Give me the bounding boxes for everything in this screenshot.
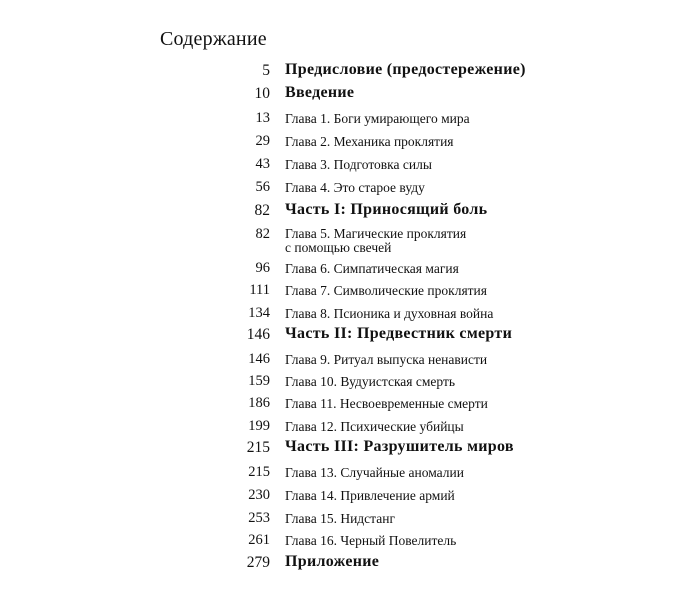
toc-chapter-title: Глава 7. Символические проклятия — [285, 283, 487, 298]
toc-chapter-row — [0, 108, 700, 128]
toc-chapter-row — [0, 303, 700, 323]
toc-section-title: Введение — [285, 84, 355, 101]
toc-section-row — [0, 62, 700, 82]
toc-page-number: 253 — [248, 510, 270, 526]
toc-section-title: Часть II: Предвестник смерти — [285, 325, 513, 342]
toc-page-number: 279 — [246, 554, 270, 571]
toc-page-number: 230 — [248, 487, 270, 503]
toc-page-number: 215 — [246, 439, 270, 456]
toc-section-row — [0, 202, 700, 222]
toc-chapter-title: Глава 8. Псионика и духовная война — [285, 306, 494, 321]
toc-page-number: 215 — [248, 464, 270, 480]
toc-chapter-title: Глава 11. Несвоевременные смерти — [285, 396, 488, 411]
toc-chapter-row — [0, 393, 700, 413]
toc-chapter-row — [0, 508, 700, 528]
toc-section-title: Предисловие (предостережение) — [285, 61, 526, 78]
toc-chapter-title: Глава 1. Боги умирающего мира — [285, 111, 470, 126]
toc-chapter-row — [0, 485, 700, 505]
toc-chapter-row — [0, 154, 700, 174]
toc-page-number: 146 — [248, 351, 270, 367]
toc-chapter-title: Глава 4. Это старое вуду — [285, 180, 425, 195]
toc-page-number: 96 — [255, 260, 270, 276]
toc-page-number: 29 — [255, 133, 270, 149]
toc-page-number: 43 — [255, 156, 270, 172]
toc-chapter-title: Глава 3. Подготовка силы — [285, 157, 432, 172]
toc-page-number: 82 — [254, 202, 270, 219]
toc-chapter-row — [0, 462, 700, 482]
toc-chapter-row — [0, 224, 700, 258]
toc-page-number: 186 — [248, 395, 270, 411]
toc-chapter-title: Глава 2. Механика проклятия — [285, 134, 454, 149]
toc-chapter-title: Глава 16. Черный Повелитель — [285, 533, 457, 548]
toc-page-number: 261 — [248, 532, 270, 548]
toc-section-row — [0, 439, 700, 459]
toc-chapter-row — [0, 177, 700, 197]
toc-section-title: Часть I: Приносящий боль — [285, 201, 488, 218]
toc-page-number: 159 — [248, 373, 270, 389]
toc-chapter-row — [0, 349, 700, 369]
toc-page-number: 10 — [254, 85, 270, 102]
toc-chapter-title: Глава 6. Симпатическая магия — [285, 261, 459, 276]
toc-chapter-title: Глава 13. Случайные аномалии — [285, 465, 464, 480]
toc-page-number: 111 — [249, 282, 270, 298]
toc-chapter-title: Глава 12. Психические убийцы — [285, 419, 464, 434]
toc-page-number: 199 — [248, 418, 270, 434]
toc-chapter-title: Глава 10. Вудуистская смерть — [285, 374, 456, 389]
toc-page-number: 13 — [255, 110, 270, 126]
toc-section-title: Часть III: Разрушитель миров — [285, 438, 514, 455]
toc-page-number: 56 — [255, 179, 270, 195]
toc-chapter-row — [0, 131, 700, 151]
toc-chapter-row — [0, 258, 700, 278]
toc-page-number: 134 — [248, 305, 270, 321]
page-title: Содержание — [160, 28, 267, 50]
toc-chapter-row — [0, 280, 700, 300]
toc-chapter-row — [0, 371, 700, 391]
toc-chapter-row — [0, 530, 700, 550]
toc-section-row — [0, 85, 700, 105]
toc-chapter-title: Глава 15. Нидстанг — [285, 511, 395, 526]
toc-section-row — [0, 554, 700, 574]
toc-page-number: 146 — [246, 326, 270, 343]
toc-chapter-title: Глава 5. Магические проклятия с помощью свечей — [285, 226, 467, 255]
toc-chapter-title: Глава 9. Ритуал выпуска ненависти — [285, 352, 488, 367]
toc-chapter-title: Глава 14. Привлечение армий — [285, 488, 455, 503]
toc-chapter-row — [0, 416, 700, 436]
toc-page-number: 5 — [262, 62, 270, 79]
toc-section-title: Приложение — [285, 553, 380, 570]
toc-section-row — [0, 326, 700, 346]
toc-page-number: 82 — [255, 226, 270, 242]
